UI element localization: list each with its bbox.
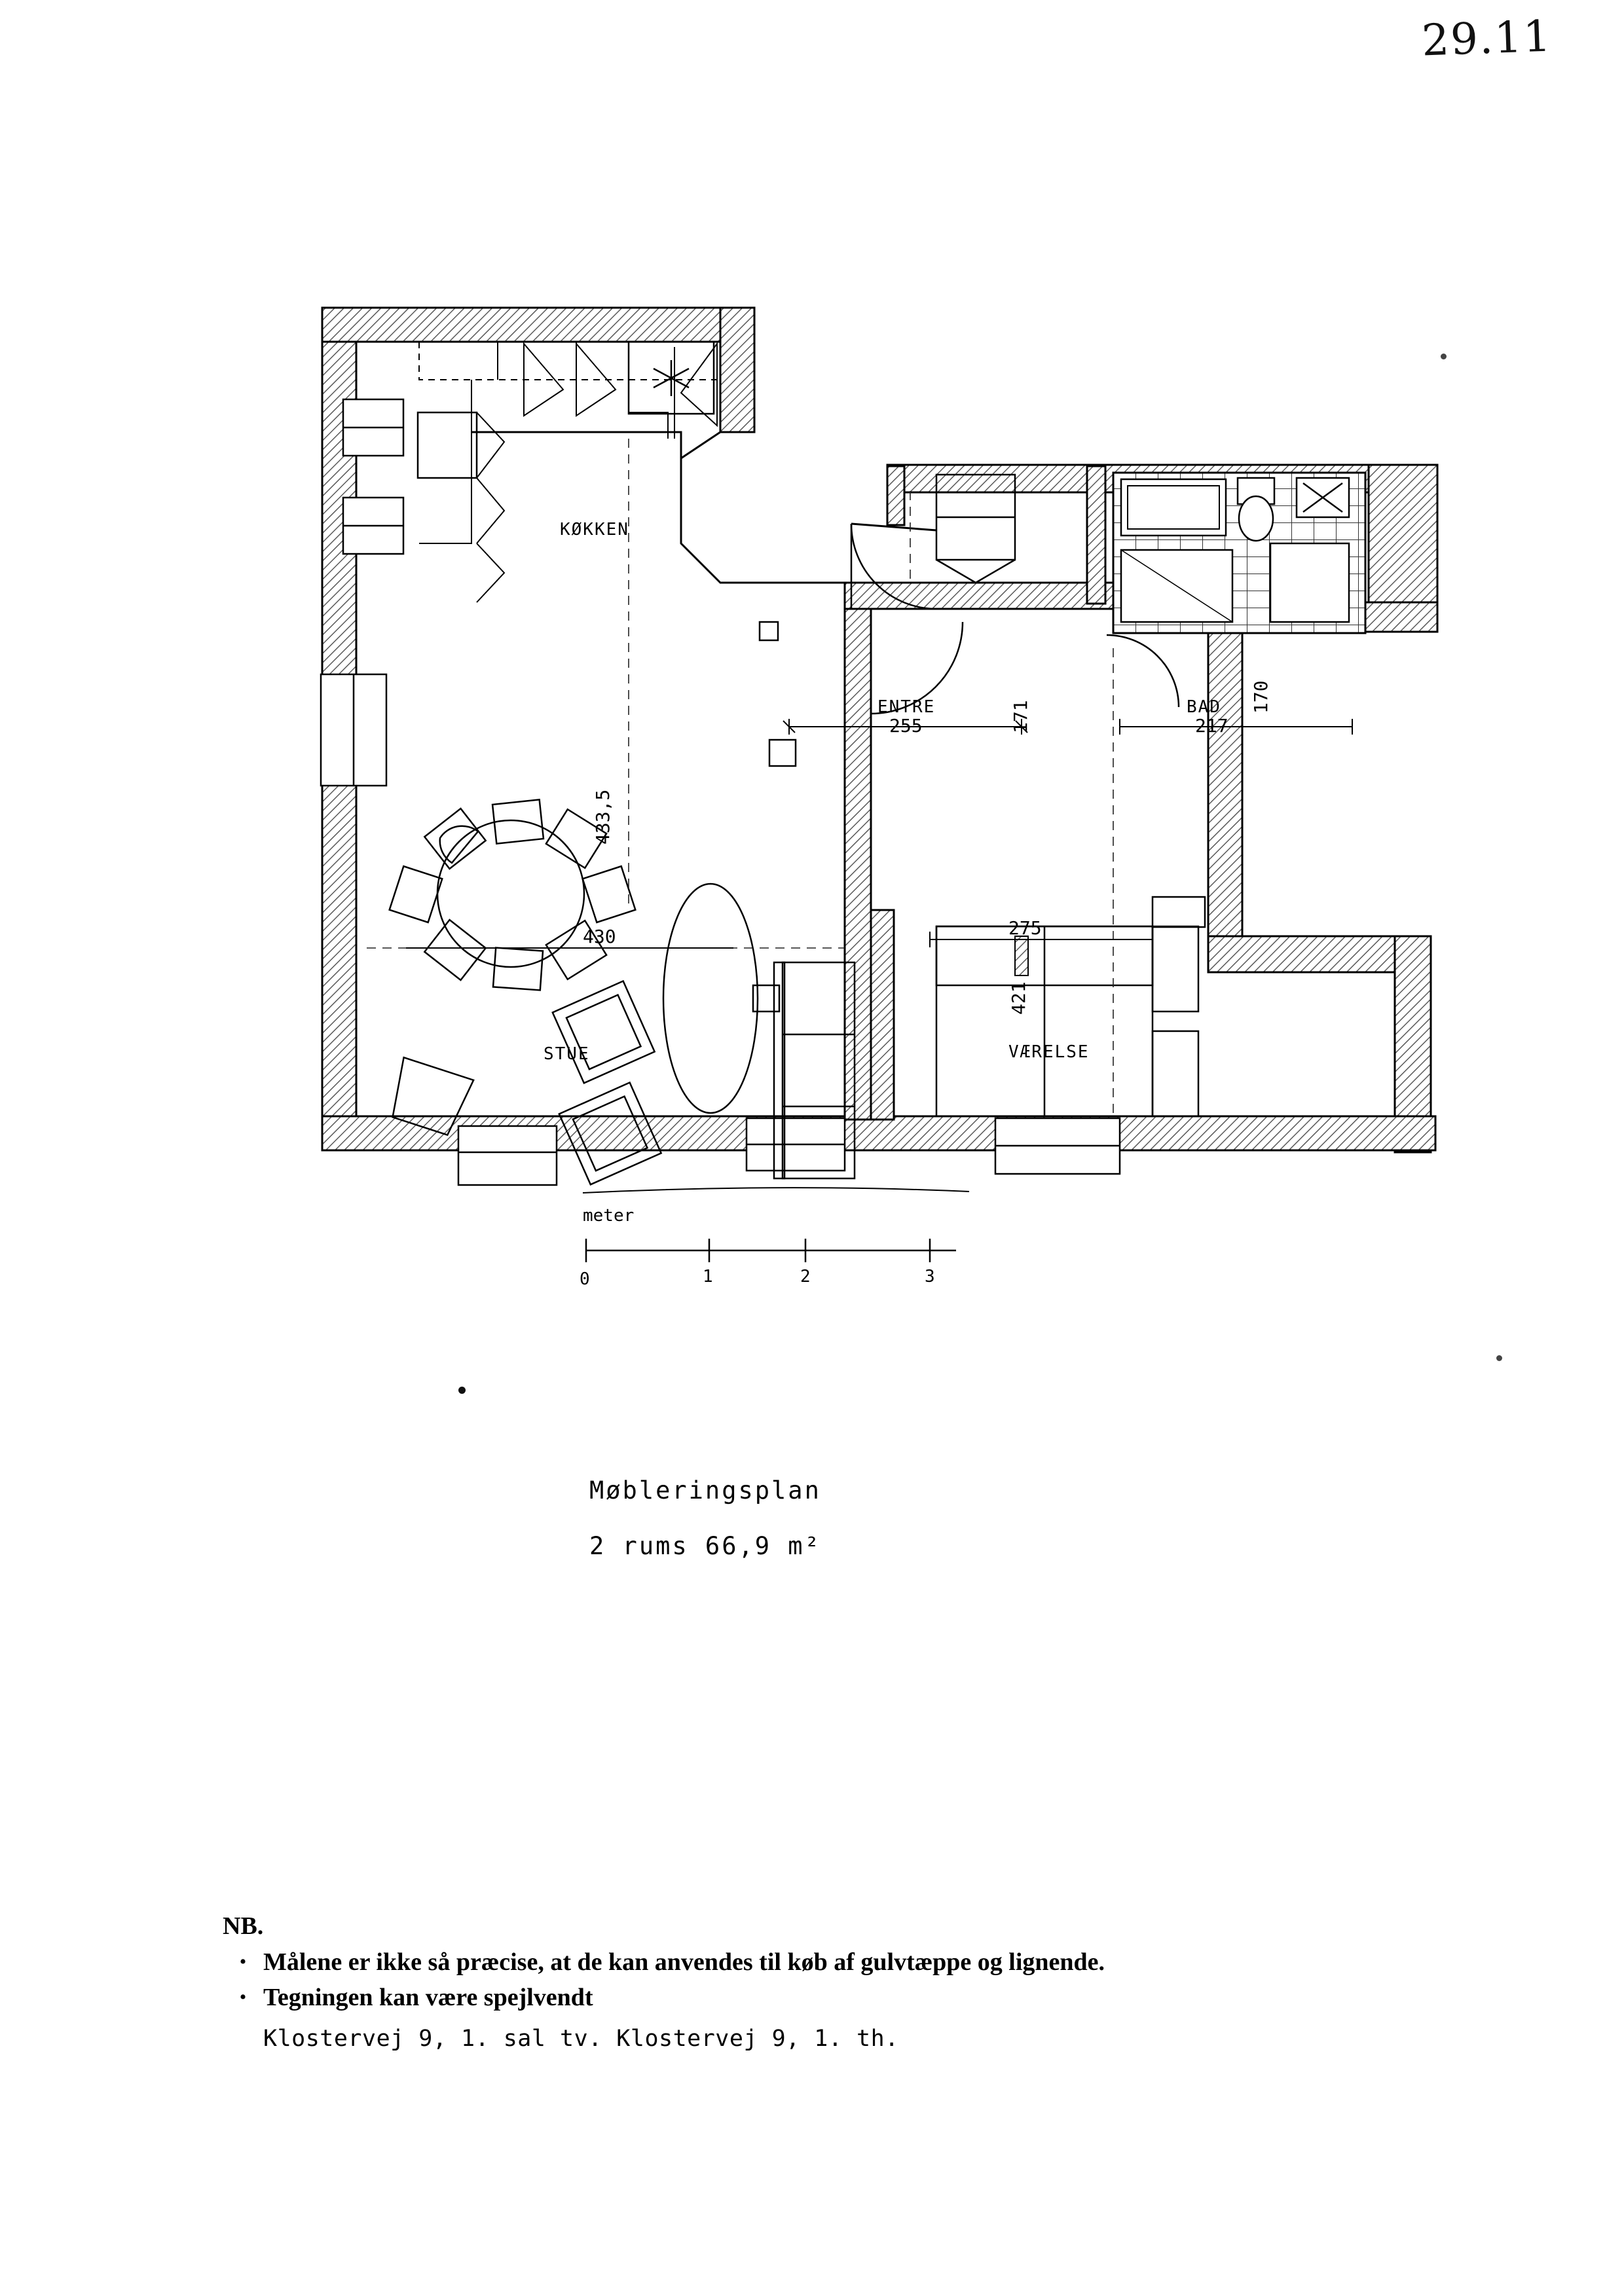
tick-2-label: 2 xyxy=(800,1267,811,1286)
note-text: Tegningen kan være spejlvendt xyxy=(263,1984,593,2011)
dim-275-label: 275 xyxy=(1008,917,1042,939)
dim-430-label: 430 xyxy=(583,926,616,947)
plan-title-block xyxy=(589,1476,1375,1560)
dim-421-label: 421 xyxy=(1008,981,1029,1015)
tick-1-label: 1 xyxy=(703,1267,713,1286)
tick-3-label: 3 xyxy=(925,1267,935,1286)
dim-170-label: 170 xyxy=(1250,680,1272,714)
plan-title: Møbleringsplan xyxy=(589,1476,821,1504)
bullet-icon: • xyxy=(239,1986,247,2008)
vaerelse-label: VÆRELSE xyxy=(1008,1042,1090,1062)
note-item xyxy=(223,1947,1467,1977)
entre-label: ENTRE xyxy=(877,697,936,717)
dim-4335-label: 433,5 xyxy=(592,789,614,845)
page-number: 29.11 xyxy=(1420,10,1553,66)
plan-subtitle: 2 rums 66,9 m² xyxy=(589,1532,821,1560)
bad-label: BAD xyxy=(1187,697,1221,717)
note-item xyxy=(223,1982,1467,2013)
floorplan-drawing xyxy=(0,216,1624,1296)
kokken-label: KØKKEN xyxy=(560,520,629,539)
notes-heading: NB. xyxy=(223,1912,264,1940)
bullet-icon: • xyxy=(239,1951,247,1973)
address-line: Klostervej 9, 1. sal tv. Klostervej 9, 1. th. xyxy=(263,2026,899,2052)
dim-255-label: 255 xyxy=(889,715,923,737)
tick-0-label: 0 xyxy=(580,1269,590,1289)
ink-spot xyxy=(458,1387,466,1394)
scale-unit-label: meter xyxy=(583,1206,635,1226)
dim-217-label: 217 xyxy=(1195,715,1228,737)
dim-171-label: 171 xyxy=(1010,700,1031,733)
note-text: Målene er ikke så præcise, at de kan anvendes til køb af gulvtæppe og lignende. xyxy=(263,1948,1105,1976)
ink-spot xyxy=(1496,1355,1502,1361)
notes-section xyxy=(223,1912,1467,2052)
stue-label: STUE xyxy=(544,1044,590,1064)
